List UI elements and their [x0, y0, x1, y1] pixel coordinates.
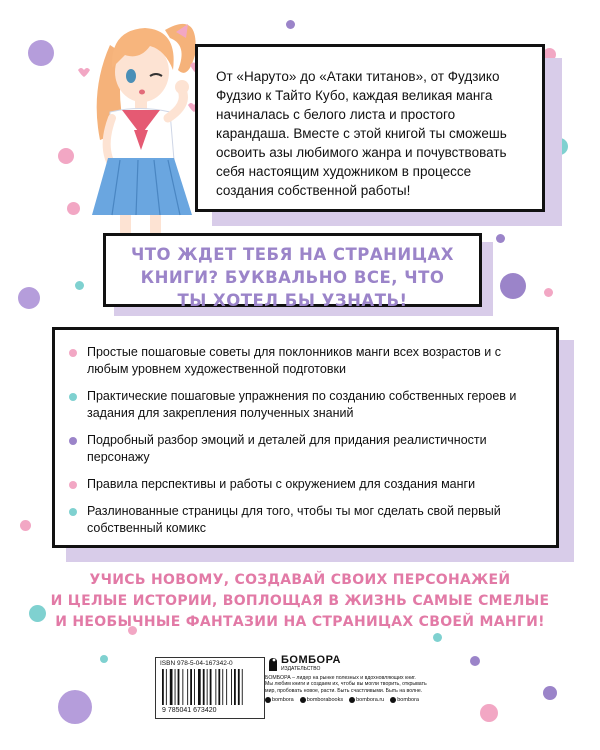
- social-vk[interactable]: [265, 697, 294, 704]
- barcode-bar: [162, 669, 164, 705]
- decor-dot: [496, 234, 505, 243]
- feature-item: [69, 503, 542, 537]
- barcode-bar: [231, 669, 232, 705]
- barcode-number: 9 785041 673420: [162, 707, 217, 714]
- social-links: [265, 697, 443, 704]
- headline: [103, 243, 482, 312]
- intro-text: От «Наруто» до «Атаки титанов», от Фудзико Фудзио к Тайто Кубо, каждая великая манга начиналась с белого листа и простого карандаша. Вместе с этой книгой ты сможешь освоить азы любимого жанра и почувствовать себя настоящим художником в процессе создания собственной работы!: [216, 69, 507, 198]
- barcode-block: [155, 657, 265, 719]
- decor-dot: [100, 655, 108, 663]
- outro-line-3: И НЕОБЫЧНЫЕ ФАНТАЗИИ НА СТРАНИЦАХ СВОЕЙ МАНГИ!: [55, 614, 545, 630]
- feature-item: [69, 388, 542, 422]
- decor-dot: [480, 704, 498, 722]
- feature-text: Подробный разбор эмоций и деталей для придания реалистичности персонажу: [87, 433, 487, 464]
- bullet-dot-icon: [69, 508, 77, 516]
- tagline-3: мир, пробовать новое, расти. Быть счастливыми. Быть на волне.: [265, 687, 423, 694]
- decor-dot: [470, 656, 480, 666]
- globe-icon: [349, 697, 355, 703]
- feature-item: [69, 476, 542, 493]
- barcode-bar: [226, 669, 227, 705]
- outro: [0, 570, 600, 633]
- decor-dot: [28, 40, 54, 66]
- features-box: [52, 327, 559, 548]
- bullet-dot-icon: [69, 349, 77, 357]
- decor-dot: [544, 288, 553, 297]
- feature-text: Правила перспективы и работы с окружением для создания манги: [87, 477, 476, 491]
- instagram-icon: [300, 697, 306, 703]
- headline-line-1: ЧТО ЖДЕТ ТЕБЯ НА СТРАНИЦАХ: [130, 245, 455, 264]
- youtube-icon: [390, 697, 396, 703]
- decor-dot: [20, 520, 31, 531]
- vk-icon: [265, 697, 271, 703]
- social-vk-label: bombora: [272, 696, 294, 703]
- barcode-bar: [170, 669, 173, 705]
- publisher-block: [263, 655, 443, 715]
- social-site[interactable]: [349, 697, 384, 704]
- barcode-bar: [175, 669, 176, 705]
- outro-line-2: И ЦЕЛЫЕ ИСТОРИИ, ВОПЛОЩАЯ В ЖИЗНЬ САМЫЕ СМЕЛЫЕ: [50, 593, 550, 609]
- social-instagram-label: bomborabooks: [306, 696, 344, 703]
- barcode-bar: [222, 669, 223, 705]
- barcode-bar: [207, 669, 208, 705]
- barcode-bar: [198, 669, 201, 705]
- barcode-bar: [190, 669, 192, 705]
- decor-dot: [500, 273, 526, 299]
- headline-line-3: ТЫ ХОТЕЛ БЫ УЗНАТЬ!: [177, 291, 408, 310]
- bullet-dot-icon: [69, 393, 77, 401]
- barcode: [160, 669, 260, 707]
- publisher-name: БОМБОРА: [281, 654, 341, 666]
- barcode-bar: [210, 669, 212, 705]
- bullet-dot-icon: [69, 437, 77, 445]
- barcode-bar: [218, 669, 220, 705]
- tagline-2: Мы любим книги и создаем их, чтобы вы могли творить, открывать: [265, 681, 427, 688]
- decor-dot: [286, 20, 295, 29]
- barcode-bar: [182, 669, 183, 705]
- feature-text: Практические пошаговые упражнения по созданию собственных героев и задания для закрепления полученных знаний: [87, 389, 517, 420]
- bombora-logo-icon: [267, 657, 278, 671]
- barcode-bar: [215, 669, 216, 705]
- features-list: [69, 344, 542, 537]
- feature-item: [69, 432, 542, 466]
- social-youtube-label: bombora: [397, 696, 419, 703]
- barcode-bar: [242, 669, 243, 705]
- publisher-logo: [267, 655, 443, 672]
- barcode-bar: [166, 669, 167, 705]
- bullet-dot-icon: [69, 481, 77, 489]
- barcode-bar: [234, 669, 236, 705]
- barcode-bar: [178, 669, 180, 705]
- outro-line-1: УЧИСЬ НОВОМУ, СОЗДАВАЙ СВОИХ ПЕРСОНАЖЕЙ: [89, 572, 511, 588]
- barcode-bar: [194, 669, 195, 705]
- decor-dot: [543, 686, 557, 700]
- decor-dot: [75, 281, 84, 290]
- social-youtube[interactable]: [390, 697, 419, 704]
- publisher-sub: ИЗДАТЕЛЬСТВО: [281, 666, 321, 672]
- social-instagram[interactable]: [300, 697, 343, 704]
- headline-line-2: КНИГИ? БУКВАЛЬНО ВСЕ, ЧТО: [140, 268, 445, 287]
- decor-dot: [58, 690, 92, 724]
- isbn: ISBN 978-5-04-167342-0: [160, 660, 233, 667]
- intro-box: [195, 44, 545, 212]
- social-site-label: bombora.ru: [356, 696, 385, 703]
- feature-text: Разлинованные страницы для того, чтобы ты мог сделать свой первый собственный комикс: [87, 504, 501, 535]
- barcode-bar: [187, 669, 188, 705]
- barcode-bar: [238, 669, 240, 705]
- feature-text: Простые пошаговые советы для поклонников манги всех возрастов и с любым уровнем художественной подготовки: [87, 345, 501, 376]
- tagline-1: БОМБОРА – лидер на рынке полезных и вдохновляющих книг.: [265, 675, 416, 681]
- barcode-bar: [203, 669, 205, 705]
- decor-dot: [433, 633, 442, 642]
- feature-item: [69, 344, 542, 378]
- decor-dot: [18, 287, 40, 309]
